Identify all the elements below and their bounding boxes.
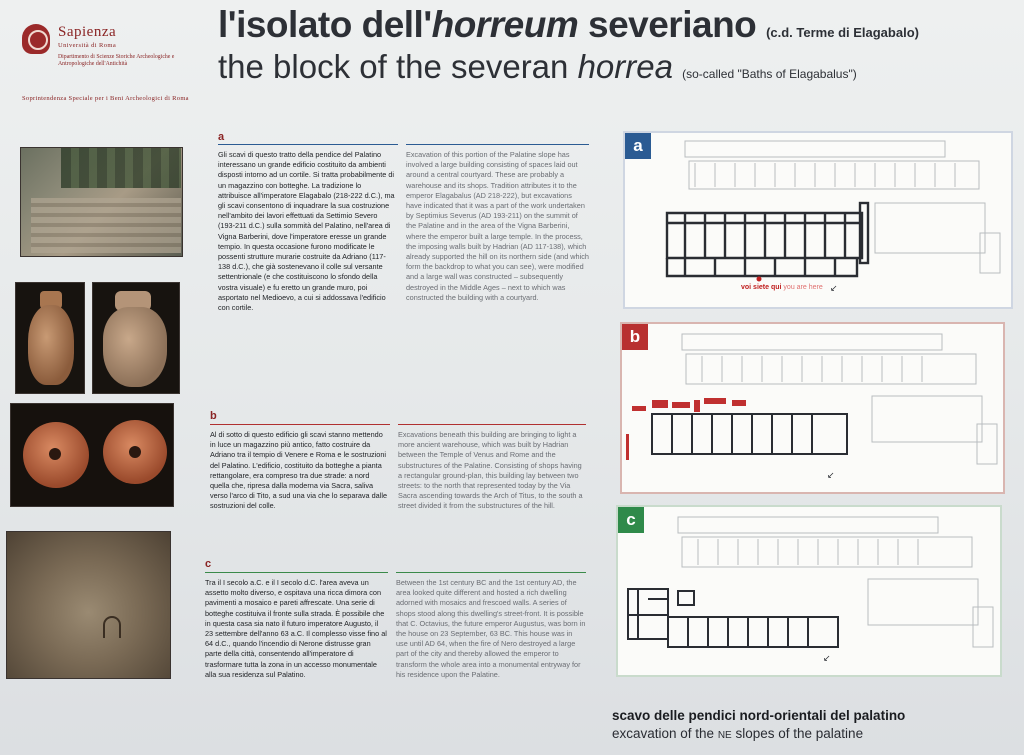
plan-a (623, 131, 1013, 309)
section-b-text-en: Excavations beneath this building are bringing to light a more ancient warehouse, which was built by Hadrian between the Temple of Venus and Rome and the substructures of the Palatine. Consisting of shops having a rectangular ground-plan, this building lay between two streets: to the north that represented today by the Via Sacra ascending towards the Arch of Titus, to the south a street divided it from the substructures of the hill. (398, 430, 583, 511)
title-en-prefix: the block of the severan (218, 48, 578, 85)
section-b-rule-it (210, 424, 390, 425)
amphora-jug-photo-1 (15, 282, 85, 394)
plan-c-drawing (618, 507, 1002, 677)
fresco-wall-photo (6, 531, 171, 679)
section-a-rule-it (218, 144, 398, 145)
section-c-rule-it (205, 572, 388, 573)
plan-b-drawing (622, 324, 1005, 494)
title-english (218, 48, 857, 86)
plan-a-drawing (625, 133, 1013, 309)
you-are-here-label (741, 284, 823, 291)
logo-name: Sapienza (58, 24, 117, 40)
title-it-prefix: l'isolato dell' (218, 4, 432, 45)
svg-text:↙: ↙ (830, 283, 838, 293)
plan-a-badge: a (625, 133, 651, 159)
section-b-text-it: Al di sotto di questo edificio gli scavi stanno mettendo in luce un magazzino più antico, fatto costruire da Adriano tra il tempio di Venere e Roma e le sostruzioni del Palatino. L'edificio, costituito da botteghe a pianta rettangolare, era compreso tra due strade: a nord quella che, ripresa dalla moderna via Sacra, saliva verso l'arco di Tito, a sud una via che lo separava dalle sostruzioni del colle. (210, 430, 388, 511)
here-label-it: voi siete qui (741, 284, 782, 291)
logo-department: Dipartimento di Scienze Storiche Archeologiche e Antropologiche dell'Antichità (58, 54, 175, 67)
caption-en-suffix: slopes of the palatine (731, 726, 864, 741)
section-c-text-it: Tra il I secolo a.C. e il I secolo d.C. l'area aveva un assetto molto diverso, e ospitava una ricca dimora con pavimenti a mosaico e pareti affrescate. Una serie di botteghe costituiva il fronte sulla strada. È possibile che in questa casa sia nato il futuro imperatore Augusto, il 23 settembre dell'anno 63 a.C. Il complesso visse fino al 64 d.C., quando l'incendio di Nerone distrusse gran parte della città, consentendo all'imperatore di trasformare tutta la zona in un accesso monumentale alla sua residenza sul Palatino. (205, 578, 387, 679)
section-c-text-en: Between the 1st century BC and the 1st century AD, the area looked quite different and hosted a rich dwelling adorned with mosaics and frescoed walls. A series of shops stood along this dwelling's street-front. It is possible that C. Octavius, the future emperor Augustus, was born in the house on 23 September, 63 BC. This house was in use until AD 64, when the fire of Nero destroyed a large part of the city and thereby allowed the emperor to transform the whole area into a monumental entryway for his residence upon the Palatine. (396, 578, 586, 679)
plan-b (620, 322, 1005, 494)
logo-soprintendenza: Soprintendenza Speciale per i Beni Archeologici di Roma (22, 95, 189, 102)
amphora-jug-photo-2 (92, 282, 180, 394)
title-en-note: (so-called "Baths of Elagabalus") (682, 67, 857, 81)
section-a-letter: a (218, 131, 225, 143)
title-it-suffix: severiano (578, 4, 757, 45)
oil-lamps-photo (10, 403, 174, 507)
svg-text:↙: ↙ (823, 653, 831, 663)
title-it-italic: horreum (431, 4, 579, 45)
title-it-note: (c.d. Terme di Elagabalo) (766, 25, 919, 40)
svg-text:↙: ↙ (827, 470, 835, 480)
section-b-letter: b (210, 410, 217, 422)
logo-subname: Università di Roma (58, 42, 117, 49)
caption-english (612, 726, 863, 741)
caption-en-prefix: excavation of the (612, 726, 718, 741)
title-italian (218, 4, 919, 46)
plan-c (616, 505, 1002, 677)
section-a-text-en: Excavation of this portion of the Palatine slope has involved a large building consisting of spaces laid out around a central courtyard. These are probably a warehouse and its shops. Tradition attributes it to the emperor Elagabalus (AD 218-222), but excavations have indicated that it was a part of the work undertaken by Septimius Severus (AD 193-211) on the summit of the Palatine and in the area of the Vigna Barberini, where the emperor built a large temple. In the process, the imposing walls built by Hadrian (AD 117-138), which already supported the hill on its northern side (and which form the backdrop to what you can see), were modified and a large wall was constructed – subsequently destroyed in the Middle Ages – next to which was constructed the building with a courtyard. (406, 150, 589, 302)
section-a-rule-en (406, 144, 589, 145)
plan-b-badge: b (622, 324, 648, 350)
here-label-en: you are here (783, 284, 823, 291)
title-en-italic: horrea (577, 48, 673, 85)
section-a-text-it: Gli scavi di questo tratto della pendice del Palatino interessano un grande edificio costituito da ambienti disposti intorno ad un cortile. Si tratta probabilmente di un magazzino con botteghe. La tradizione lo attribuisce all'imperatore Elagabalo (218-222 d.C.), ma gli scavi consentono di inquadrare la sua costruzione nell'ambito dei lavori effettuati da Settimio Severo (193-211 d.C.) sulla sommità del Palatino, nell'area di Vigna Barberini, dove l'imperatore eresse un grande tempio. In questa occasione furono modificate le possenti strutture murarie costruite da Adriano (117-138 d.C.), che già sostenevano il colle sul versante settentrionale (e che costituiscono lo sfondo della vostra visuale) e fu eretto un grande muro, poi asportato nel Medioevo, a cui si addossava l'edificio con cortile. (218, 150, 395, 313)
caption-italian: scavo delle pendici nord-orientali del palatino (612, 708, 906, 723)
caption-en-ne: NE (717, 730, 732, 741)
sapienza-seal-icon (22, 24, 50, 54)
section-c-rule-en (396, 572, 586, 573)
section-c-letter: c (205, 558, 212, 570)
aerial-excavation-photo (20, 147, 183, 257)
section-b-rule-en (398, 424, 586, 425)
plan-c-badge: c (618, 507, 644, 533)
